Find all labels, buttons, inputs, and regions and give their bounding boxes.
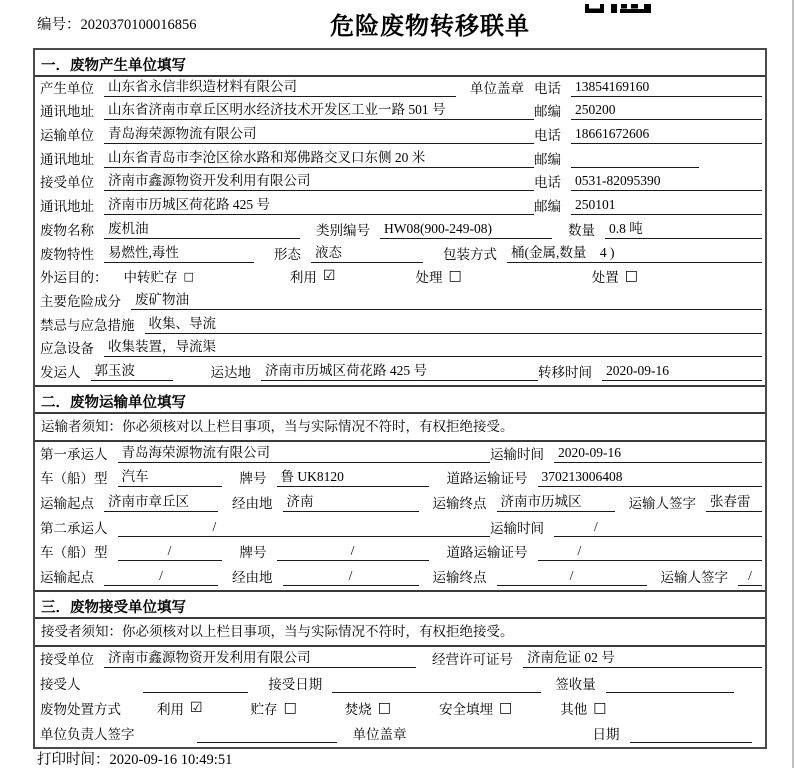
route-end-value: / [497,567,647,586]
row-vehicle2 [35,541,765,566]
form-state-label: 形态 [274,246,301,262]
unit-seal-label: 单位盖章 [470,80,524,96]
vehicle-type-value: / [118,542,222,561]
receive-unit-value: 济南市鑫源物资开发利用有限公司 [104,649,416,668]
row-waste-name [35,219,765,243]
road-permit-value: 370213006408 [538,468,763,487]
row-responsible-sign [35,722,765,747]
road-permit-label: 道路运输证号 [446,545,528,561]
checkbox-option-storage: 中转贮存 □ [123,269,194,286]
route-end-label: 运输终点 [432,570,487,586]
accept-date-value [332,674,541,693]
carrier2-time-value: / [554,518,762,537]
carrier1-value: 青岛海荣源物流有限公司 [118,444,491,463]
road-permit-label: 道路运输证号 [446,471,528,487]
checkbox-option-utilize: 利用 ☑ [157,700,203,718]
row-waste-property [35,243,765,267]
checkbox-option-dispose: 处置 □ [591,268,638,286]
address-label: 通讯地址 [40,199,94,215]
carrier-sign-value: / [738,567,762,586]
transporter-phone-group [534,124,762,144]
row-receiver [35,172,765,196]
page-edge-divider [792,0,794,768]
quantity-label: 数量 [568,222,595,238]
section3-header: 三．废物接受单位填写 [35,590,765,619]
serial-number: 2020370100016856 [80,17,197,33]
row-producer [35,77,765,101]
transporter-zip-group [534,148,762,168]
transporter-value: 青岛海荣源物流有限公司 [104,125,534,144]
date-label: 日期 [592,727,620,743]
transfer-time-group [538,361,762,381]
carrier-sign-value: 张春雷 [706,493,762,512]
row-hazard-component [35,290,765,314]
checkbox-option-utilize: 利用 ☑ [289,268,336,286]
producer-phone-value: 13854169160 [571,78,762,97]
receive-unit-label: 接受单位 [40,652,94,668]
route-via-value: 济南 [283,493,419,512]
checkbox-icon: □ [499,700,513,717]
destination-label: 运达地 [210,364,251,380]
route-start-label: 运输起点 [40,570,94,586]
carrier2-time-group [490,517,762,537]
waste-property-label: 废物特性 [40,246,94,262]
print-time-value: 2020-09-16 10:49:51 [109,752,233,768]
route-end-label: 运输终点 [432,496,487,511]
vehicle-type-label: 车（船）型 [40,471,108,487]
checkbox-option-treat: 处理 □ [415,268,462,286]
section-transport [35,385,765,590]
category-code-value: HW08(900-249-08) [380,220,552,239]
quantity-value: 0.8 吨 [605,220,762,239]
row-accept [35,672,765,697]
row-carrier1 [35,442,765,467]
transporter-zip-value [571,149,699,168]
equipment-value: 收集装置，导流渠 [104,338,762,357]
section1-header: 一．废物产生单位填写 [35,50,765,77]
accept-date-label: 接受日期 [268,677,323,693]
checkbox-icon: □ [448,268,462,285]
route-start-label: 运输起点 [40,496,94,511]
checkbox-icon: □ [377,700,392,717]
manifest-form [33,48,767,749]
transport-time-label: 运输时间 [490,520,544,536]
producer-label: 产生单位 [40,80,94,96]
packing-label: 包装方式 [443,246,497,262]
route-start-value: 济南市章丘区 [104,493,218,512]
checkbox-icon: □ [593,700,607,717]
form-state-value: 液态 [311,244,423,263]
page-title: 危险废物转移联单 [330,14,530,40]
carrier-sign-label: 运输人签字 [660,570,728,586]
carrier2-value: / [118,518,491,537]
transporter-address-value: 山东省青岛市李沧区徐水路和郑佛路交叉口东侧 20 米 [104,149,534,168]
row-taboo-measures [35,314,765,338]
responsible-sign-value [197,724,337,743]
checkbox-icon: □ [283,700,297,717]
hazard-label: 主要危险成分 [40,293,121,309]
row-disposal-method [35,697,765,722]
waste-name-value: 废机油 [104,220,300,239]
carrier1-time-value: 2020-09-16 [554,444,762,463]
row-dispatch [35,361,765,385]
packing-value: 桶(金属,数量 4 ) [507,244,762,263]
receiver-label: 接受单位 [40,175,94,191]
vehicle-type-value: 汽车 [118,468,222,487]
route-via-label: 经由地 [232,496,273,511]
dispatcher-value: 郭玉波 [91,362,173,381]
plate-value: 鲁 UK8120 [277,468,429,487]
waste-name-label: 废物名称 [40,222,94,238]
section-producer [35,50,765,385]
row-emergency-equipment [35,338,765,362]
section2-header: 二．废物运输单位填写 [35,385,765,414]
producer-address-value: 山东省济南市章丘区明水经济技术开发区工业一路 501 号 [104,101,534,120]
accept-person-label: 接受人 [40,677,81,693]
carrier-sign-label: 运输人签字 [628,496,696,511]
dispatcher-label: 发运人 [40,364,81,380]
receiver-value: 济南市鑫源物资开发利用有限公司 [104,172,534,191]
vehicle-type-label: 车（船）型 [40,545,108,561]
transporter-label: 运输单位 [40,128,94,144]
transporter-notice: 运输者须知：你必须核对以上栏目事项，当与实际情况不符时，有权拒绝接受。 [35,414,765,442]
producer-zip-value: 250200 [571,101,762,120]
row-transporter-address [35,148,765,172]
phone-label: 电话 [534,128,561,144]
row-vehicle1 [35,467,765,492]
checkbox-option-store: 贮存 □ [250,700,297,718]
transfer-time-label: 转移时间 [538,364,592,380]
zip-label: 邮编 [534,151,561,167]
row-carrier2 [35,516,765,541]
carrier1-time-group [490,443,762,463]
print-time-line [37,748,232,768]
category-code-label: 类别编号 [316,222,370,238]
plate-value: / [277,542,429,561]
print-time-label: 打印时间： [37,752,110,768]
row-route1 [35,491,765,516]
phone-label: 电话 [534,80,561,96]
purpose-label: 外运目的： [40,270,108,286]
route-start-value: / [104,567,218,586]
transport-time-label: 运输时间 [490,446,544,462]
producer-phone-group [534,77,762,97]
receiver-notice: 接受者须知：你必须核对以上栏目事项，当与实际情况不符时，有权拒绝接受。 [35,619,765,647]
date-value [630,724,753,743]
carrier2-label: 第二承运人 [40,520,108,536]
transporter-phone-value: 18661672606 [571,125,762,144]
disposal-method-label: 废物处置方式 [40,702,121,718]
receiver-address-value: 济南市历城区荷花路 425 号 [104,196,534,215]
road-permit-value: / [538,542,763,561]
route-end-value: 济南市历城区 [497,493,615,512]
receiver-phone-value: 0531-82095390 [571,172,762,191]
plate-label: 牌号 [239,471,267,487]
section-receive [35,590,765,747]
taboo-label: 禁忌与应急措施 [40,317,135,333]
row-receive-unit [35,647,765,672]
zip-label: 邮编 [534,199,561,215]
checkbox-option-incinerate: 焚烧 □ [344,700,392,718]
license-label: 经营许可证号 [432,652,513,668]
row-route2 [35,565,765,590]
received-qty-label: 签收量 [555,677,596,693]
equipment-label: 应急设备 [40,341,94,357]
taboo-value: 收集、导流 [145,315,763,334]
producer-zip-group [534,100,762,120]
responsible-sign-label: 单位负责人签字 [40,727,135,743]
hazard-value: 废矿物油 [131,291,762,310]
license-value: 济南危证 02 号 [523,649,762,668]
checkbox-option-other: 其他 □ [560,700,607,718]
checkbox-icon: □ [183,269,194,283]
checkbox-icon: □ [624,268,638,285]
checkbox-checked-icon: ☑ [190,700,203,717]
route-via-value: / [283,567,419,586]
receiver-phone-group [534,171,762,191]
plate-label: 牌号 [239,545,267,561]
qr-code-fragment-icon [585,0,651,18]
destination-value: 济南市历城区荷花路 425 号 [261,362,538,381]
serial-label: 编号： [37,17,81,33]
transfer-time-value: 2020-09-16 [602,362,762,381]
row-receiver-address [35,195,765,219]
address-label: 通讯地址 [40,151,94,167]
waste-property-value: 易燃性,毒性 [104,244,254,263]
route-via-label: 经由地 [232,570,273,586]
received-qty-value [606,674,734,693]
checkbox-checked-icon: ☑ [322,268,336,285]
row-transfer-purpose [35,267,765,291]
unit-seal-label: 单位盖章 [352,727,407,743]
accept-person-value [143,674,249,693]
receiver-zip-value: 250101 [571,196,762,215]
address-label: 通讯地址 [40,104,94,120]
zip-label: 邮编 [534,104,561,120]
checkbox-option-landfill: 安全填埋 □ [439,700,513,718]
phone-label: 电话 [534,175,561,191]
row-transporter [35,124,765,148]
serial-number-line [37,13,197,34]
receiver-zip-group [534,195,762,215]
producer-value: 山东省永信非织造材料有限公司 [104,78,456,97]
carrier1-label: 第一承运人 [40,446,108,462]
row-producer-address [35,101,765,125]
